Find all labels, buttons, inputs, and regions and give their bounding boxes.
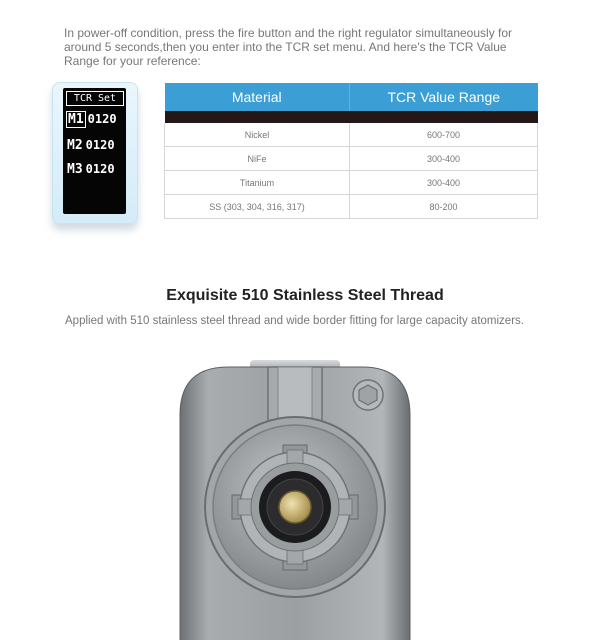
material-cell: Nickel [165,123,350,147]
section-title: Exquisite 510 Stainless Steel Thread [166,287,444,304]
memory-value: 0120 [85,162,115,176]
header-material: Material [165,83,350,111]
memory-value: 0120 [87,112,117,126]
table-row [165,195,538,219]
memory-value: 0120 [85,138,115,152]
device-screen-panel [52,82,138,224]
material-cell: Titanium [165,171,350,195]
range-cell: 300-400 [350,171,538,195]
connector-pin [279,491,311,523]
memory-name: M2 [67,138,83,153]
range-cell: 600-700 [350,123,538,147]
intro-text: In power-off condition, press the fire button and the right regulator simultaneously for around 5 seconds,then you enter into the TCR set menu. And here's the TCR Value Range for your reference: [64,26,513,68]
table-row [165,171,538,195]
table-header-row [165,83,538,111]
table-row [165,123,538,147]
memory-row-m1 [66,110,117,128]
section-description: Applied with 510 stainless steel thread and wide border fitting for large capacity atomizers. [65,315,524,327]
memory-name: M1 [68,112,84,127]
screen-title: TCR Set [66,91,124,106]
memory-row-m3 [66,160,115,178]
material-cell: SS (303, 304, 316, 317) [165,195,350,219]
memory-row-m2 [66,136,115,154]
memory-name: M3 [67,162,83,177]
table-row [165,147,538,171]
material-cell: NiFe [165,147,350,171]
device-screen [63,88,126,214]
tcr-value-table [164,83,538,219]
table-divider-band [165,111,538,123]
range-cell: 80-200 [350,195,538,219]
510-thread-device-image [170,355,420,640]
range-cell: 300-400 [350,147,538,171]
header-tcr-range: TCR Value Range [350,83,538,111]
